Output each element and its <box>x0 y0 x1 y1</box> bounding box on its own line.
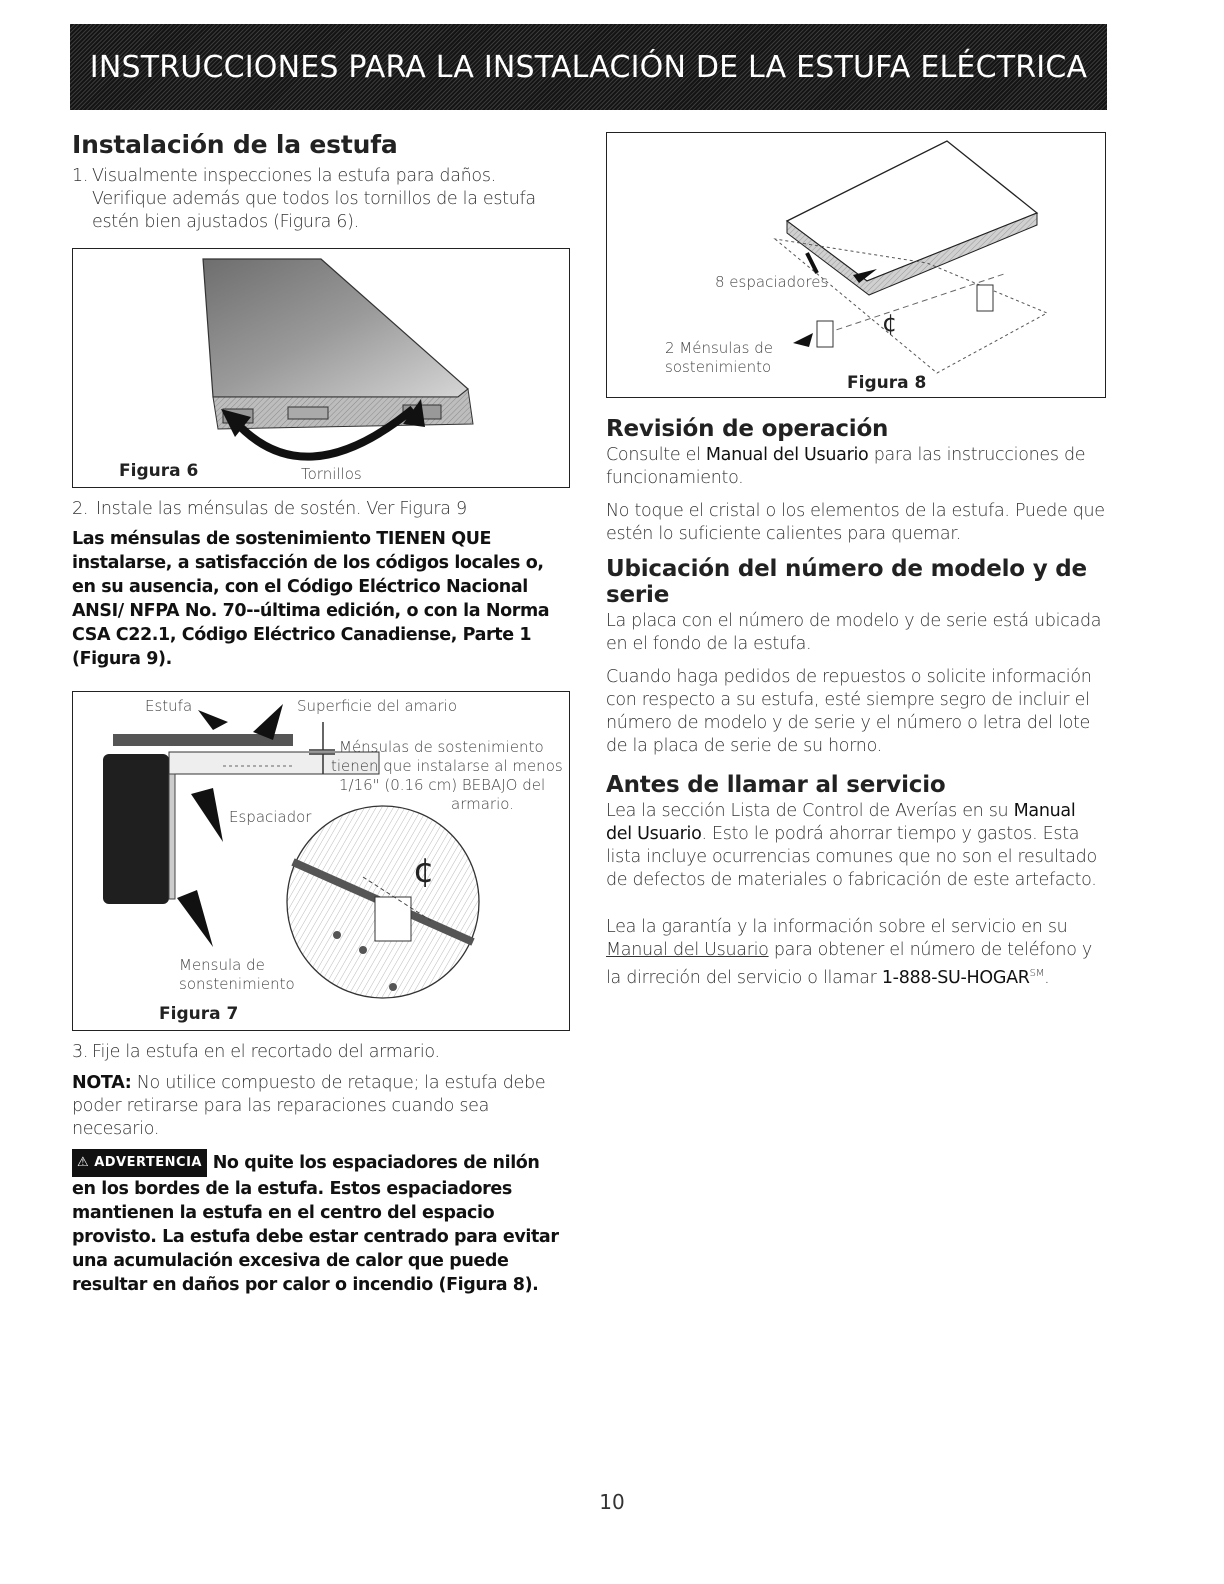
label-espaciadores: 8 espaciadores <box>715 273 829 291</box>
service-mark: SM <box>1029 968 1045 979</box>
figure-8-label: Figura 8 <box>847 373 927 393</box>
page-banner <box>70 24 1107 110</box>
label-mensulas-2: tienen que instalarse al menos <box>331 757 563 775</box>
warning-text: No quite los espaciadores de nilón en los bordes de la estufa. Estos espaciadores mantienen la estufa en el centro del espacio provisto. La estufa debe estar centrado para evitar una acumulación excesiva de calor que puede resultar en daños por calor o incendio (Figura 8). <box>72 1153 559 1295</box>
code-compliance-note: Las ménsulas de sostenimiento TIENEN QUE instalarse, a satisfacción de los códigos locales o, en su ausencia, con el Código Eléctrico Nacional ANSI/ NFPA No. 70--última edición, o con la Norma CSA C22.1, Código Eléctrico Canadiense, Parte 1 (Figura 9). <box>72 529 550 669</box>
warning-badge-label: ADVERTENCIA <box>94 1155 202 1170</box>
antes-paragraph-2 <box>606 916 1106 990</box>
figure-6-label: Figura 6 <box>119 461 199 481</box>
label-espaciador: Espaciador <box>229 808 312 826</box>
revision-paragraph-2: No toque el cristal o los elementos de la estufa. Puede que estén lo suficiente calientes para quemar. <box>606 501 1105 544</box>
cooktop-underside-illustration <box>73 249 569 487</box>
antes-p2-text-b: para obtener el número de teléfono y la dirreción del servicio o llamar <box>606 940 1092 988</box>
label-mensula-2: sonstenimiento <box>179 975 295 993</box>
warning-badge: ⚠ ADVERTENCIA <box>72 1149 207 1177</box>
warning-paragraph <box>72 1149 567 1297</box>
step-2 <box>72 498 572 521</box>
step-2-text: Instale las ménsulas de sostén. Ver Figura 9 <box>96 499 467 519</box>
step-3 <box>72 1041 572 1064</box>
antes-p2-end: . <box>1044 967 1050 988</box>
service-phone-number: 1-888-SU-HOGAR <box>881 967 1030 988</box>
manual-reference: Manual del Usuario <box>606 801 1076 844</box>
step-2-number: 2. <box>72 499 89 519</box>
section-heading-revision: Revisión de operación <box>606 416 889 442</box>
figure-8 <box>606 132 1106 398</box>
step-1-number: 1. <box>72 166 89 186</box>
label-mensulas-3: 1/16" (0.16 cm) BEBAJO del <box>339 776 546 794</box>
label-mensulas-4: armario. <box>451 795 514 813</box>
figure-6 <box>72 248 570 488</box>
figure-6-caption: Tornillos <box>301 465 362 483</box>
step-3-number: 3. <box>72 1042 89 1062</box>
manual-link[interactable]: Manual del Usuario <box>606 940 769 960</box>
banner-title: INSTRUCCIONES PARA LA INSTALACIÓN DE LA ESTUFA ELÉCTRICA <box>89 49 1088 85</box>
nota-label: NOTA: <box>72 1073 132 1093</box>
label-mensula-1: Mensula de <box>179 956 265 974</box>
nota-paragraph <box>72 1072 562 1141</box>
label-mensulas-1: 2 Ménsulas de <box>665 339 774 357</box>
left-column <box>72 130 572 1297</box>
label-superficie: Superficie del amario <box>297 697 457 715</box>
figure-7-label: Figura 7 <box>159 1004 239 1024</box>
section-heading-instalacion: Instalación de la estufa <box>72 130 398 159</box>
antes-paragraph-1 <box>606 800 1106 892</box>
step-1-text: Visualmente inspecciones la estufa para daños. Verifique además que todos los tornillos de la estufa estén bien ajustados (Figura 6). <box>92 166 536 232</box>
manual-reference: Manual del Usuario <box>705 445 869 465</box>
step-3-text: Fije la estufa en el recortado del armario. <box>92 1042 440 1062</box>
figure-7 <box>72 691 570 1031</box>
revision-text-a: Consulte el <box>606 445 706 465</box>
revision-text-c: para las instrucciones de funcionamiento. <box>606 445 1086 488</box>
revision-paragraph-1 <box>606 444 1106 490</box>
label-mensulas-2: sostenimiento <box>665 358 772 376</box>
section-heading-antes: Antes de llamar al servicio <box>606 772 946 798</box>
label-mensulas-1: Ménsulas de sostenimiento <box>339 738 544 756</box>
page-number: 10 <box>599 1490 625 1514</box>
svg-text:¢: ¢ <box>882 309 898 337</box>
step-1 <box>72 165 572 234</box>
antes-text-c: . Esto le podrá ahorrar tiempo y gastos. Esta lista incluye ocurrencias comunes que no son el resultado de defectos de materiales o fabricación de este artefacto. <box>606 824 1097 890</box>
section-heading-ubicacion: Ubicación del número de modelo y de serie <box>606 556 1087 608</box>
svg-text:¢: ¢ <box>413 851 435 891</box>
antes-text-a: Lea la sección Lista de Control de Averías en su <box>606 801 1014 821</box>
right-column <box>606 130 1106 990</box>
label-estufa: Estufa <box>145 697 193 715</box>
nota-text: No utilice compuesto de retaque; la estufa debe poder retirarse para las reparaciones cuando sea necesario. <box>72 1073 546 1139</box>
ubicacion-paragraph-2: Cuando haga pedidos de repuestos o solicite información con respecto a su estufa, esté siempre segro de incluir el número de modelo y de serie y el número o letra del lote de la placa de serie de su horno. <box>606 667 1092 756</box>
antes-p2-text-a: Lea la garantía y la información sobre el servicio en su <box>606 917 1068 937</box>
ubicacion-paragraph-1: La placa con el número de modelo y de serie está ubicada en el fondo de la estufa. <box>606 611 1102 654</box>
